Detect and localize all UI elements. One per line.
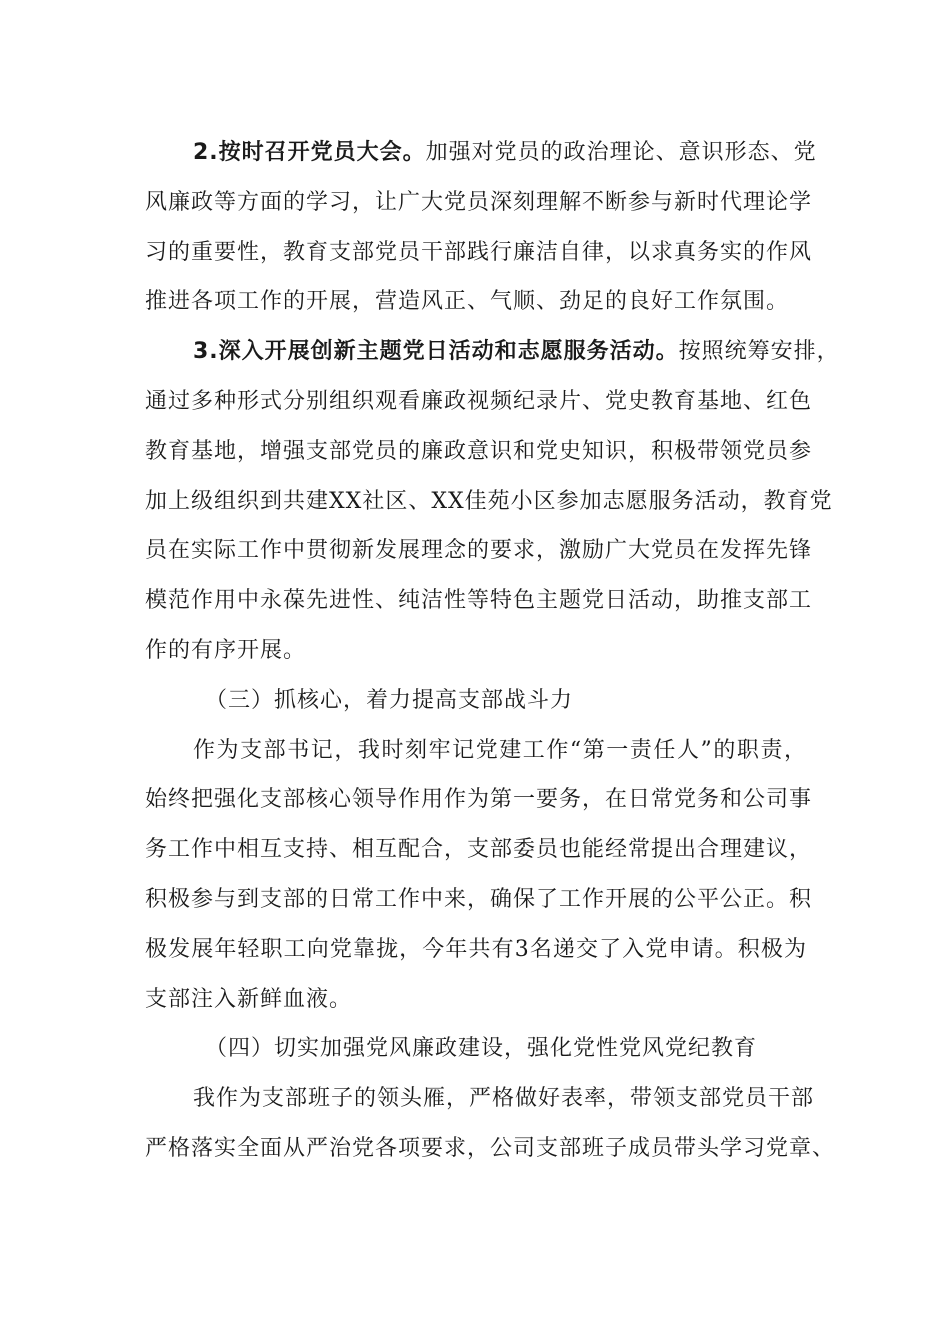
item-3-line-6: 模范作用中永葆先进性、纯洁性等特色主题党日活动，助推支部工 — [145, 588, 813, 614]
item-3-line-3: 教育基地，增强支部党员的廉政意识和党史知识，积极带领党员参 — [145, 438, 813, 464]
section-4-heading: （四）切实加强党风廉政建设，强化党性党风党纪教育 — [205, 1036, 758, 1062]
item-3-line-5: 员在实际工作中贯彻新发展理念的要求，激励广大党员在发挥先锋 — [145, 538, 813, 564]
item-2-line-2: 风廉政等方面的学习，让广大党员深刻理解不断参与新时代理论学 — [145, 189, 813, 215]
section-3-line-2: 始终把强化支部核心领导作用作为第一要务，在日常党务和公司事 — [145, 787, 813, 813]
item-3-line-7: 作的有序开展。 — [145, 637, 307, 663]
section-4-line-1: 我作为支部班子的领头雁，严格做好表率，带领支部党员干部 — [193, 1086, 815, 1112]
section-3-line-4: 积极参与到支部的日常工作中来，确保了工作开展的公平公正。积 — [145, 886, 813, 912]
section-3-line-3: 务工作中相互支持、相互配合，支部委员也能经常提出合理建议， — [145, 837, 813, 863]
item-2-heading: 2.按时召开党员大会。 — [193, 140, 426, 165]
item-3-line-4: 加上级组织到共建XX社区、XX佳苑小区参加志愿服务活动，教育党 — [145, 488, 833, 514]
section-3-heading: （三）抓核心，着力提高支部战斗力 — [205, 687, 574, 713]
item-2-line-3: 习的重要性，教育支部党员干部践行廉洁自律，以求真务实的作风 — [145, 239, 813, 265]
section-3-line-6: 支部注入新鲜血液。 — [145, 986, 353, 1012]
item-3-line-1 — [145, 332, 840, 382]
item-2-line-1 — [145, 133, 817, 183]
item-2-text: 加强对党员的政治理论、意识形态、党 — [425, 140, 817, 165]
section-3-line-5: 极发展年轻职工向党靠拢，今年共有3名递交了入党申请。积极为 — [145, 936, 807, 962]
item-3-line-2: 通过多种形式分别组织观看廉政视频纪录片、党史教育基地、红色 — [145, 388, 813, 414]
section-3-line-1: 作为支部书记，我时刻牢记党建工作“第一责任人”的职责， — [193, 737, 807, 763]
item-3-heading: 3.深入开展创新主题党日活动和志愿服务活动。 — [193, 339, 679, 365]
item-3-text: 按照统筹安排， — [678, 339, 840, 365]
section-4-line-2: 严格落实全面从严治党各项要求，公司支部班子成员带头学习党章、 — [145, 1135, 836, 1161]
document-page — [145, 133, 840, 1179]
item-2-line-4: 推进各项工作的开展，营造风正、气顺、劲足的良好工作氛围。 — [145, 289, 790, 315]
